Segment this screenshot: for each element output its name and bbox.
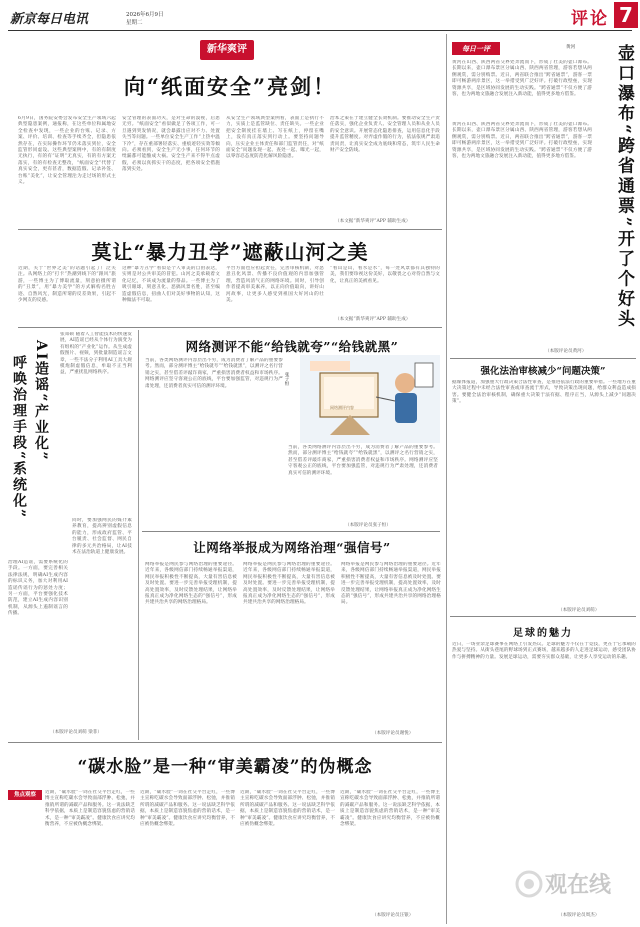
masthead — [0, 0, 640, 30]
masthead-date: 2026年6月9日 — [126, 12, 164, 18]
headline-hukou-pass: 壶口瀑布“跨省通票”开了个好头 — [614, 44, 634, 330]
net-test-body-cont: 当前，各类网络测评内容层出不穷，成为消费者了解产品的重要参考。然而，部分测评博主“给钱就夸”“给钱就黑”，以测评之名行营销之实，甚至借差评敲诈商家，严重损害消费者权益和市场秩序。网络测评应坚守客观公正的底线，平台要加强监管，对违规行为严肃处理，还消费者真实可信的测评环境。 — [288, 445, 438, 476]
rule-above-carbon — [8, 742, 442, 743]
rule-after-net-test — [142, 531, 440, 532]
daily-tag-label: 每日一评 — [462, 44, 490, 53]
net-test-illustration — [300, 355, 440, 443]
masthead-logo: 新京每日电讯 — [10, 12, 89, 27]
rule-after-paper-safety — [18, 229, 442, 230]
carbon-face-col-4: 近期，“碳水脸”一词在社交平台走红，一些博主宣称吃碳水会导致面部浮肿、松弛，并推销所谓的减碳产品和服务。这一说法缺乏科学依据，本质上是制造容貌焦虑的营销话术，是一种“审美霸凌”。健康饮食应讲究均衡营养，不应被伪概念绑架。 — [340, 790, 440, 828]
headline-paper-safety: 向“纸面安全”亮剑！ — [123, 74, 337, 99]
carbon-face-col-1: 近期，“碳水脸”一词在社交平台走红，一些博主宣称吃碳水会导致面部浮肿、松弛，并推销所谓的减碳产品和服务。这一说法缺乏科学依据，本质上是制造容貌焦虑的营销话术，是一种“审美霸凌”。健康饮食应讲究均衡营养，不应被伪概念绑架。 — [45, 790, 135, 828]
net-test-byline: 张子恒 — [284, 372, 289, 386]
page-number: 7 — [619, 3, 633, 27]
football-body: 近日，一场业余足球赛事在网络上引发热议。足球的魅力不仅在于竞技，更在于它承载的热爱与坚持。从街头巷尾的野球场到正式赛场，越来越多的人走进足球运动，感受团队协作与拼搏精神的力量。发展足球运动，需要夯实群众基础，让更多人享受运动的乐趣。 — [452, 642, 636, 660]
ugly-traffic-col-3: 平台方面也应担起责任，完善审核机制，对恶意丑化风景、传播不良价值观的内容加强管理，营造风清气正的网络环境。同时，引导创作者提高审美素养，以正向价值取向，讲好山河故事，让更多人感受到祖国大好河山的壮美。 — [226, 266, 324, 304]
hukou-body-2: 黄河在山西、陕西两省交界处奔流而下，形成了壮美的壶口瀑布。长期以来，壶口瀑布景区分属山西、陕西两省管理，游客若想从两侧观赏，需分别购票。近日，两省联合推出“跨省通票”，游客一票即可畅游两岸景区，这一举措受到广泛好评。打破行政壁垒，实现资源共享，是区域协同发展的生动实践。“跨省通票”不仅方便了游客，也为两地文旅融合发展注入新动能，值得更多地方借鉴。 — [452, 122, 592, 160]
hukou-body-1: 黄河在山西、陕西两省交界处奔流而下，形成了壮美的壶口瀑布。长期以来，壶口瀑布景区分属山西、陕西两省管理，游客若想从两侧观赏，需分别购票。近日，两省联合推出“跨省通票”，游客一票即可畅游两岸景区，这一举措受到广泛好评。打破行政壁垒，实现资源共享，是区域协同发展的生动实践。“跨省通票”不仅方便了游客，也为两地文旅融合发展注入新动能，值得更多地方借鉴。 — [452, 60, 592, 98]
masthead-rule — [8, 30, 632, 31]
paper-safety-col-1: 6月9日，国务院安委会发布安全生产领域六起典型隐患案例，通报称，在这些单位和属地安全检查中发现，一些企业的台账、记录、方案、评价、培训、检查等手续齐全，但隐患依然存在，在实际操作环节仍未落实到位，安全监管形同虚设。这些典型案例中，有的有制度无执行，有的有“证明”无真实，有的有方案无落实，有的有检查无整改，“纸面安全”代替了真实安全，更有甚者，数据造假、记录补签、台账“美化”，让安全管理沦为走过场的形式主义。 — [18, 116, 116, 186]
headline-carbon-face: “碳水脸”是一种“审美霸凌”的伪概念 — [77, 757, 373, 777]
watermark-text: 观在线 — [545, 872, 612, 898]
headline-football: 足球的魅力 — [513, 628, 573, 639]
strengthen-law-credit: （本版评论员刘萌） — [558, 608, 600, 613]
strengthen-law-body: 据媒体报道，加强重大行政决策合法性审查，是推进依法行政的重要举措。一些地方在重大决策过程中未经合法性审查或审查流于形式，导致决策出现问题，给群众利益造成损害。要健全法治审核机制，确保重大决策于法有据、程序正当，从源头上减少“问题决策”。 — [452, 380, 636, 405]
illustration-caption: 网络测评内容 — [330, 405, 354, 410]
football-credit: （本版评论员周杰） — [558, 913, 600, 918]
watermark-logo — [515, 870, 543, 898]
divider-right — [446, 34, 447, 924]
headline-ugly-traffic: 莫让“暴力丑学”遮蔽山河之美 — [91, 240, 369, 264]
ugly-traffic-col-1: 近期，关于“世界之美”的话题引起了广泛关注。从网络上的“打卡”热潮到线下的“跟风”旅游，一些博主为了博取流量，刻意拍摄所谓的“丑景”，用“暴力美学”的方式解构名胜古迹、自然风光，制造所谓的反差效果，引起不少网友的反感。 — [18, 266, 116, 304]
net-test-credit: （本版评论员张子恒） — [345, 523, 391, 528]
carbon-face-credit: （本版评论员汪银） — [372, 913, 414, 918]
ai-rumor-col-2: 治理AI造谣，需要系统化的手段。一方面，要完善相关法律法规，明确AI生成内容的标识义务，加大对利用AI造谣传谣行为的惩处力度；另一方面，平台要强化技术防范，建立AI生成内容识别机制，从源头上遏制谣言的传播。 — [8, 560, 68, 617]
rule-right-1 — [450, 358, 636, 359]
headline-report-signal: 让网络举报成为网络治理“强信号” — [193, 540, 391, 555]
ai-rumor-col-1: 张知硕 随着人工智能技术的快速发展，AI造谣已经从个体行为演变为有组织的“产业化”运作。从生成虚假图片、视频，到批量制造谣言文章，一些不法分子利用AI工具大规模炮制虚假信息，牟取不正当利益，严重扰乱网络秩序。 — [60, 332, 132, 376]
hukou-byline: 黄河 — [566, 45, 576, 50]
rule-after-ugly-traffic — [18, 327, 442, 328]
carbon-face-tag-label: 焦点观察 — [13, 792, 36, 798]
rule-right-2 — [450, 616, 636, 617]
hukou-credit: （本版评论员黄河） — [545, 349, 587, 354]
ai-rumor-credit: （本版评论员刘萌 梁菲） — [50, 730, 102, 735]
report-signal-col-2: 网络举报是网民参与网络治理的重要途径。近年来，各级网信部门持续畅通举报渠道，网民举报积极性不断提高，大量有害信息被及时处置。要进一步完善举报受理机制，提高处置效率，及时反馈处理结果，让网络举报真正成为净化网络生态的“强信号”，形成共建共治共享的网络治理格局。 — [243, 562, 335, 606]
ai-rumor-col-3: 同时，要加强网民的媒介素养教育，提高辨别虚假信息的能力，形成政府监管、平台履责、社会监督、网民自律的多元共治格局，让AI技术在法治轨道上健康发展。 — [72, 518, 132, 556]
xinhua-banner-label: 新华爽评 — [207, 44, 247, 55]
masthead-weekday: 星期二 — [126, 20, 143, 26]
carbon-face-col-3: 近期，“碳水脸”一词在社交平台走红，一些博主宣称吃碳水会导致面部浮肿、松弛，并推销所谓的减碳产品和服务。这一说法缺乏科学依据，本质上是制造容貌焦虑的营销话术，是一种“审美霸凌”。健康饮食应讲究均衡营养，不应被伪概念绑架。 — [240, 790, 335, 828]
headline-net-test: 网络测评不能“给钱就夸”“给钱就黑” — [185, 339, 399, 354]
net-test-body: 当前，各类网络测评内容层出不穷，成为消费者了解产品的重要参考。然而，部分测评博主“给钱就夸”“给钱就黑”，以测评之名行营销之实，甚至借差评敲诈商家，严重损害消费者权益和市场秩序。网络测评应坚守客观公正的底线，平台要加强监管，对违规行为严肃处理，还消费者真实可信的测评环境。 — [145, 358, 283, 389]
ugly-traffic-col-4: “看山是山，看水是水”，每一处风景都有其独特的美，我们要珍视这份美好，以敬畏之心对待自然与文化，让真正的美被看见。 — [330, 266, 440, 284]
report-signal-col-1: 网络举报是网民参与网络治理的重要途径。近年来，各级网信部门持续畅通举报渠道，网民举报积极性不断提高，大量有害信息被及时处置。要进一步完善举报受理机制，提高处置效率，及时反馈处理结果，让网络举报真正成为净化网络生态的“强信号”，形成共建共治共享的网络治理格局。 — [145, 562, 237, 606]
headline-strengthen-law: 强化法治审核减少“问题决策” — [480, 366, 606, 377]
divider-left — [138, 330, 139, 740]
report-signal-col-3: 网络举报是网民参与网络治理的重要途径。近年来，各级网信部门持续畅通举报渠道，网民举报积极性不断提高，大量有害信息被及时处置。要进一步完善举报受理机制，提高处置效率，及时反馈处理结果，让网络举报真正成为净化网络生态的“强信号”，形成共建共治共享的网络治理格局。 — [341, 562, 441, 606]
paper-safety-col-4: 治本之策在于建立健全长效机制。要推动安全生产责任落实，强化企业负责人、安全管理人员和从业人员的安全意识。开展常态化隐患排查，运用信息化手段提升监管精度。对弄虚作假的行为，依法依规严肃追责问责，让真实安全成为底线和常态，筑牢人民生命财产安全防线。 — [330, 116, 440, 154]
ai-rumor-title-line-2: 呼唤治理手段“系统化” — [11, 355, 27, 520]
report-signal-credit: （本版评论员谢悦） — [372, 731, 414, 736]
ugly-traffic-col-2: 这种“暴力丑学”看似是个人审美的自由表达，实则是对公共审美的冒犯。山河之美承载着文化记忆，不该成为流量的祭品。一些博主为了吸引眼球，刻意丑化、恶搞风景名胜，甚至编造虚假信息，扭曲人们对美好事物的认知，这种做法不可取。 — [122, 266, 220, 304]
paper-safety-col-3: 从安全生产领域典型案例看，表面上是执行不力，实质上是监管缺位、责任缺失。一些企业把安全制度挂在墙上、写在纸上，停留在嘴上，没有真正落实到行动上。要坚持问题导向，压实企业主体责任和部门监管责任，对“纸面安全”问题发现一起、查处一起、曝光一起，以零容忍态度防范化解风险隐患。 — [226, 116, 324, 160]
carbon-face-col-2: 近期，“碳水脸”一词在社交平台走红，一些博主宣称吃碳水会导致面部浮肿、松弛，并推销所谓的减碳产品和服务。这一说法缺乏科学依据，本质上是制造容貌焦虑的营销话术，是一种“审美霸凌”。健康饮食应讲究均衡营养，不应被伪概念绑架。 — [140, 790, 235, 828]
ai-rumor-title-line-1: AI造谣“产业化” — [33, 340, 49, 462]
paper-safety-credit: （本文据“新华爽评”APP 辅助生成） — [335, 219, 411, 224]
paper-safety-col-2: 安全管理的表面功夫，是对生命的漠视，后患无穷。“纸面安全”看似做足了各项工作，可一旦遇到突发情况，就会暴露出应对不力、处置失当等问题。一些单位安全生产工作“上热中温下冷”，存在重部署轻落实、重痕迹轻实效等倾向。必须看到，安全生产无小事，任何环节的纰漏都可能酿成大祸。安全生产来不得半点虚假，必须以真抓实干的态度，把各项安全措施落到实处。 — [122, 116, 220, 173]
ugly-traffic-credit: （本文据“新华爽评”APP 辅助生成） — [335, 317, 411, 322]
section-name: 评论 — [571, 9, 609, 29]
